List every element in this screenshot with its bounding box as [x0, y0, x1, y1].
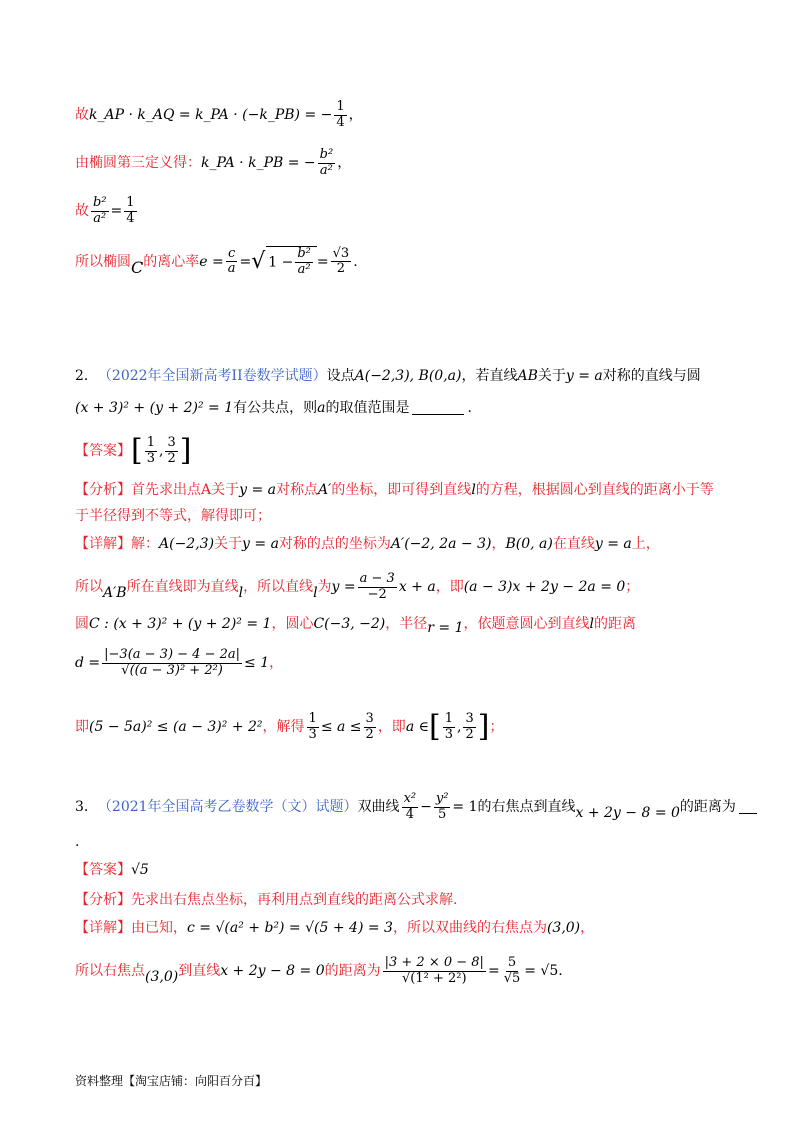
- detail-label: 【详解】: [75, 536, 131, 552]
- text: 故: [75, 107, 89, 124]
- text: 由椭圆第三定义得：: [75, 155, 201, 172]
- analysis-label: 【分析】: [75, 892, 131, 908]
- q2-answer: 【答案】 [ $\frac{1}{3}$ , $\frac{3}{2}$ ]: [75, 433, 192, 469]
- detail-label: 【详解】: [75, 920, 131, 936]
- answer-label: 【答案】: [75, 443, 131, 460]
- fraction: $\frac{\text{b²}}{\text{a²}}$: [93, 195, 107, 226]
- footer: 资料整理【淘宝店铺：向阳百分百】: [75, 1074, 268, 1088]
- sec1-line3: 故 $\frac{\text{b²}}{\text{a²}}$ = $\frac{1}{4}$: [75, 195, 135, 226]
- text: 所以椭圆: [75, 253, 131, 270]
- fraction: $\frac{\text{b²}}{\text{a²}}$: [319, 147, 334, 178]
- q2-analysis-2: 于半径得到不等式，解得即可；: [75, 508, 271, 524]
- math: k_PA · k_PB = −: [201, 155, 316, 172]
- fraction: $\frac{√3}{2}$: [332, 245, 350, 277]
- text: 的离心率: [143, 253, 200, 270]
- math: k_AP · k_AQ = k_PA · (−k_PB) = −: [89, 107, 333, 124]
- answer-blank: [412, 402, 464, 415]
- answer-value: √5: [131, 862, 149, 878]
- q2-detail-1: 【详解】 解： A(−2,3) 关于 y = a 对称的点的坐标为 A′(−2, 2a − 3) ， B(0, a) 在直线 y = a 上，: [75, 536, 660, 552]
- q3-detail-2: 所以右焦点 (3,0) 到直线 x + 2y − 8 = 0 的距离为 $\frac{|3 + 2 \times 0 - 8|}{\text{√(1² + 2²)}}$ = $\frac{5}{√5}$ = √5 .: [75, 955, 563, 986]
- text: 故: [75, 203, 89, 220]
- fraction: $\frac{1}{4}$: [336, 99, 345, 130]
- q2-analysis-1: 【分析】 首先求出点A关于 y = a 对称点 A′ 的坐标，即可得到直线 l 的方程，根据圆心到直线的距离小于等: [75, 482, 714, 498]
- question-source: （2022年全国新高考II卷数学试题）: [97, 368, 327, 384]
- answer-blank: [739, 801, 757, 814]
- q2-detail-4: d = $\frac{|-3(a - 3) - 4 - 2a|}{\text{√((a − 3)² + 2²)}}$ ≤ 1 ，: [75, 647, 284, 678]
- q2-detail-3: 圆 C : (x + 3)² + (y + 2)² = 1 ，圆心 C(−3, −2) ，半径 r = 1 ，依题意圆心到直线 l 的距离: [75, 616, 636, 636]
- q3-line1: 3． （2021年全国高考乙卷数学（文）试题） 双曲线 $\frac{\text{x²}}{4}$ − $\frac{\text{y²}}{5}$ = 1 的右焦点到直线 x + 2y − 8 = 0 的距离为: [75, 792, 760, 823]
- sqrt: 1 − $\frac{\text{b²}}{\text{a²}}$: [266, 246, 317, 278]
- sec1-line1: 故 k_AP · k_AQ = k_PA · (−k_PB) = − $\frac{1}{4}$ ，: [75, 99, 363, 130]
- math: C: [131, 258, 144, 278]
- fraction: $\frac{1}{4}$: [126, 195, 135, 226]
- q2-line2: (x + 3)² + (y + 2)² = 1 有公共点，则 a 的取值范围是 .: [75, 400, 472, 416]
- question-number: 2．: [75, 368, 98, 384]
- q3-dot: .: [75, 834, 80, 850]
- q2-detail-5: 即 (5 − 5a)² ≤ (a − 3)² + 2² ，解得 $\frac{1}{3}$ ≤ a ≤ $\frac{3}{2}$ ，即 a ∈ [ $\frac{1}{3}$ , $\frac{3}{2}$ ] ；: [75, 709, 504, 745]
- question-number: 3．: [75, 799, 98, 816]
- q2-detail-2: 所以 A′B 所在直线即为直线 l ，所以直线 l 为 y = $\frac{a - 3}{-2}$ x + a ，即 (a − 3)x + 2y − 2a = 0 ；: [75, 571, 640, 602]
- analysis-label: 【分析】: [75, 482, 131, 498]
- sec1-line2: 由椭圆第三定义得： k_PA · k_PB = − $\frac{\text{b²}}{\text{a²}}$ ，: [75, 147, 352, 178]
- answer-label: 【答案】: [75, 862, 131, 878]
- math: e =: [199, 253, 224, 270]
- q3-detail-1: 【详解】 由已知， c = √(a² + b²) = √(5 + 4) = 3 ，所以双曲线的右焦点为 (3,0) ，: [75, 920, 595, 936]
- q3-analysis: 【分析】 先求出右焦点坐标，再利用点到直线的距离公式求解.: [75, 892, 458, 908]
- q2-line1: 2． （2022年全国新高考II卷数学试题） 设点 A(−2,3), B(0,a) ，若直线 AB 关于 y = a 对称的直线与圆: [75, 368, 701, 384]
- q3-answer: [75, 862, 149, 879]
- fraction: $\frac{c}{a}$: [227, 245, 236, 277]
- sec1-line4: 所以椭圆 C 的离心率 e = $\frac{c}{a}$ = √ 1 − $\frac{\text{b²}}{\text{a²}}$ = $\frac{√3}{2}$ .: [75, 245, 358, 278]
- question-source: （2021年全国高考乙卷数学（文）试题）: [97, 799, 358, 816]
